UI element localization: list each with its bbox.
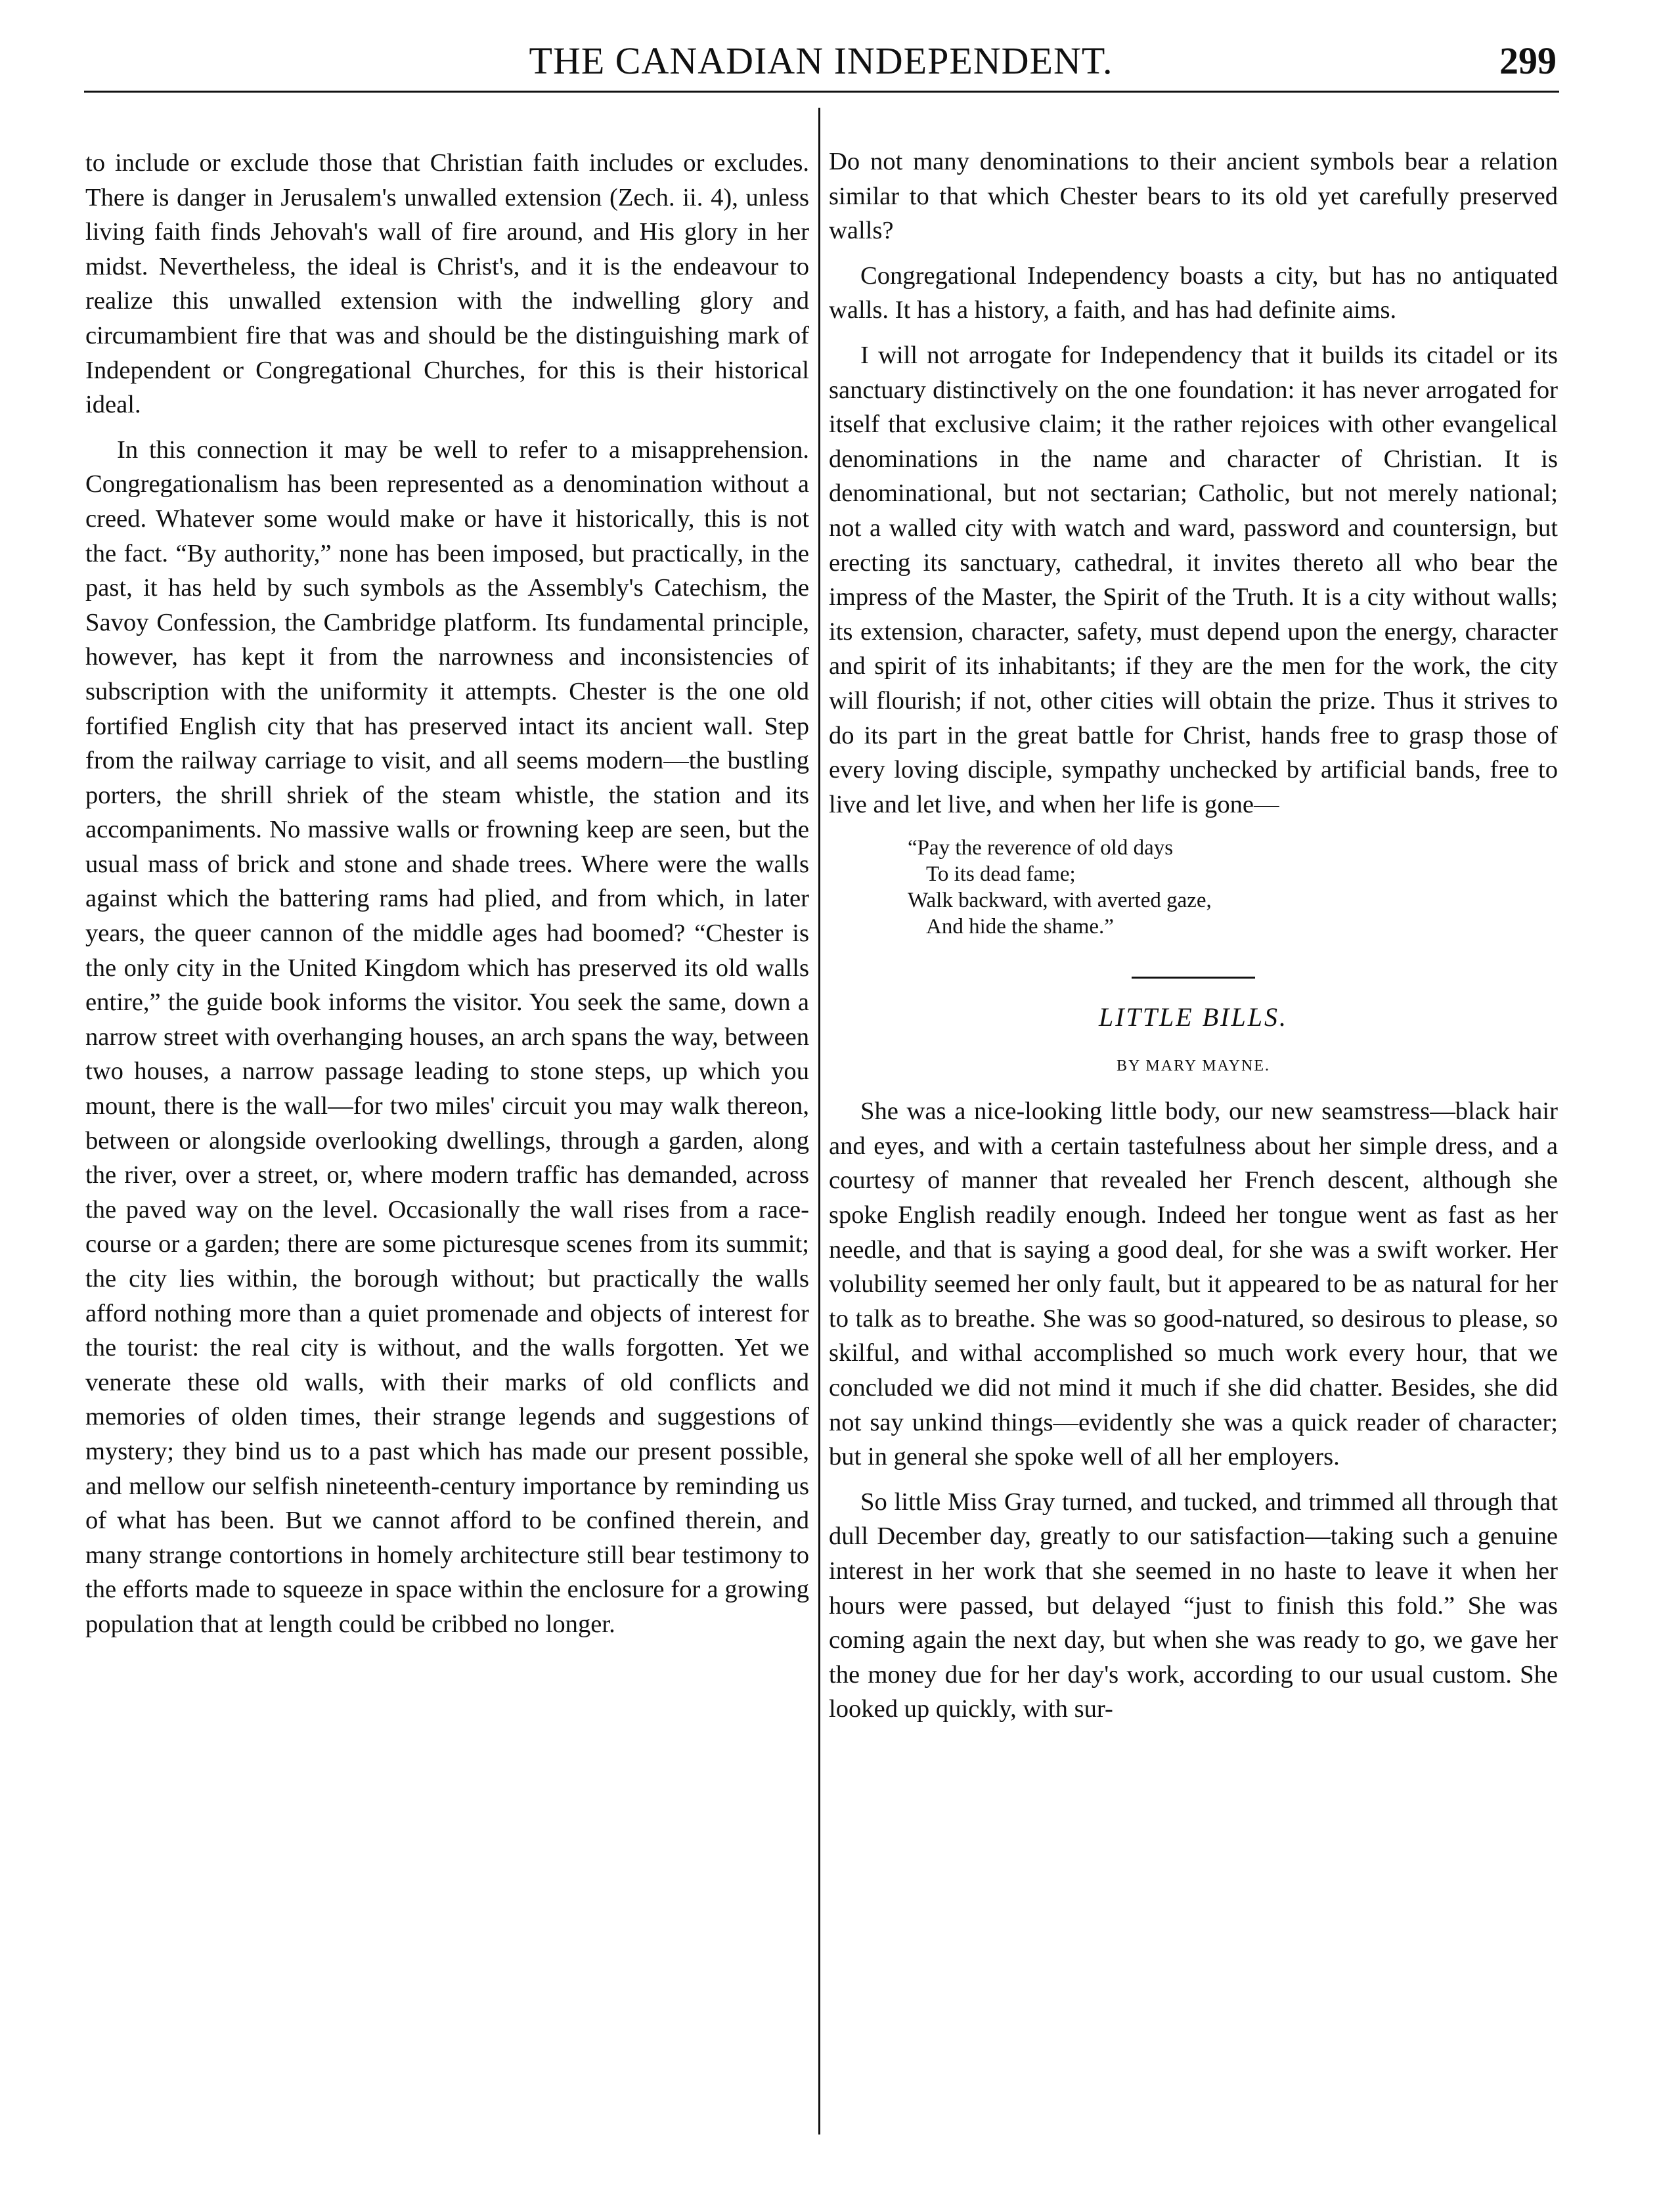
verse-line: To its dead fame; [926,862,1076,887]
right-paragraph: I will not arrogate for Independency that it builds its citadel or its sanctuary distinctively on the one foundation: it has never arrogated for itself that exclusive claim; it the rather rejoices with other evangelical denominations in the name and character of Christian. It is denominational, but not sectarian; Catholic, but not merely national; not a walled city with watch and ward, password and countersign, but erecting its sanctuary, cathedral, it invites thereto all who bear the impress of the Master, the Spirit of the Truth. It is a city without walls; its extension, character, safety, must depend upon the energy, character and spirit of its inhabitants; if they are the men for the work, the city will flourish; if not, other cities will obtain the prize. Thus it strives to do its part in the great battle for Christ, hands free to grasp those of every loving disciple, sympathy unchecked by artificial bands, free to live and let live, and when her life is gone— [829,341,1558,818]
right-paragraph: Do not many denominations to their ancient symbols bear a relation similar to that which Chester bears to its old yet carefully preserved walls? [829,148,1558,245]
page-number: 299 [1499,39,1557,82]
story-paragraph: She was a nice-looking little body, our new seamstress—black hair and eyes, and with a certain tastefulness about her simple dress, and a courtesy of manner that revealed her French descent, although she spoke English readily enough. Indeed her tongue went as fast as her needle, and that is saying a good deal, for she was a swift worker. Her volubility seemed her only fault, but it appeared to be as natural for her to talk as to breathe. She was so good-natured, so desirous to please, so skilful, and withal accomplished so much work every hour, that we concluded we did not mind it much if she did chatter. Besides, she did not say unkind things—evidently she was a quick reader of character; but in general she spoke well of all her employers. [829,1097,1558,1471]
left-paragraph: to include or exclude those that Christian faith includes or excludes. There is danger in Jerusalem's unwalled extension (Zech. ii. 4), unless living faith finds Jehovah's wall of fire around, and His glory in her midst. Nevertheless, the ideal is Christ's, and it is the endeavour to realize this unwalled extension with the indwelling glory and circumambient fire that was and should be the distinguishing mark of Independent or Congregational Churches, for this is their historical ideal. [85,149,809,419]
verse-quote [829,835,1558,940]
verse-line: “Pay the reverence of old days [908,836,1174,860]
masthead-title: THE CANADIAN INDEPENDENT. [529,39,1113,82]
page-header [85,38,1557,84]
left-paragraph: In this connection it may be well to refer to a misapprehension. Congregationalism has been represented as a denomination without a creed. Whatever some would make or have it historically, this is not the fact. “By authority,” none has been imposed, but practically, in the past, it has held by such symbols as the Assembly's Catechism, the Savoy Confession, the Cambridge platform. Its fundamental principle, however, has kept it from the narrowness and inconsistencies of subscription with the uniformity it attempts. Chester is the one old fortified English city that has preserved intact its ancient wall. Step from the railway carriage to visit, and all seems modern—the bustling porters, the shrill shriek of the steam whistle, the station and its accompaniments. No massive walls or frowning keep are seen, but the usual mass of brick and stone and shade trees. Where were the walls against which the battering rams had plied, and from which, in later years, the queer cannon of the middle ages had boomed? “Chester is the only city in the United Kingdom which has preserved its old walls entire,” the guide book informs the visitor. You seek the same, down a narrow street with overhanging houses, an arch spans the way, between two houses, a narrow passage leading to stone steps, up which you mount, there is the wall—for two miles' circuit you may walk thereon, between or alongside overlooking dwellings, through a garden, along the river, over a street, or, where modern traffic has demanded, across the paved way on the level. Occasionally the wall rises from a race-course or a garden; there are some picturesque scenes from its summit; the city lies within, the borough without; but practically the walls afford nothing more than a quiet promenade and objects of interest for the tourist: the real city is without, and the walls forgotten. Yet we venerate these old walls, with their marks of old conflicts and memories of olden times, their strange legends and suggestions of mystery; they bind us to a past which has made our present possible, and mellow our selfish nineteenth-century importance by reminding us of what has been. But we cannot afford to be confined therein, and many strange contortions in homely architecture still bear testimony to the efforts made to squeeze in space within the enclosure for a growing population that at length could be cribbed no longer. [85,435,809,1638]
left-column [85,146,809,1642]
column-divider [818,108,820,2135]
right-paragraph: Congregational Independency boasts a city, but has no antiquated walls. It has a history, a faith, and has had definite aims. [829,261,1558,324]
verse-line: And hide the shame.” [926,915,1114,939]
verse-line: Walk backward, with averted gaze, [908,889,1212,913]
story-paragraph: So little Miss Gray turned, and tucked, and trimmed all through that dull December day, greatly to our satisfaction—taking such a genuine interest in her work that she seemed in no haste to leave it when her hours were passed, but delayed “just to finish this fold.” She was coming again the next day, but when she was ready to go, we gave her the money due for her day's work, according to our usual custom. She looked up quickly, with sur- [829,1488,1558,1723]
right-column [829,144,1558,1727]
header-rule [84,91,1559,93]
section-rule [1132,977,1255,979]
story-byline: BY MARY MAYNE. [1116,1057,1271,1075]
story-title: LITTLE BILLS. [1099,1002,1288,1032]
